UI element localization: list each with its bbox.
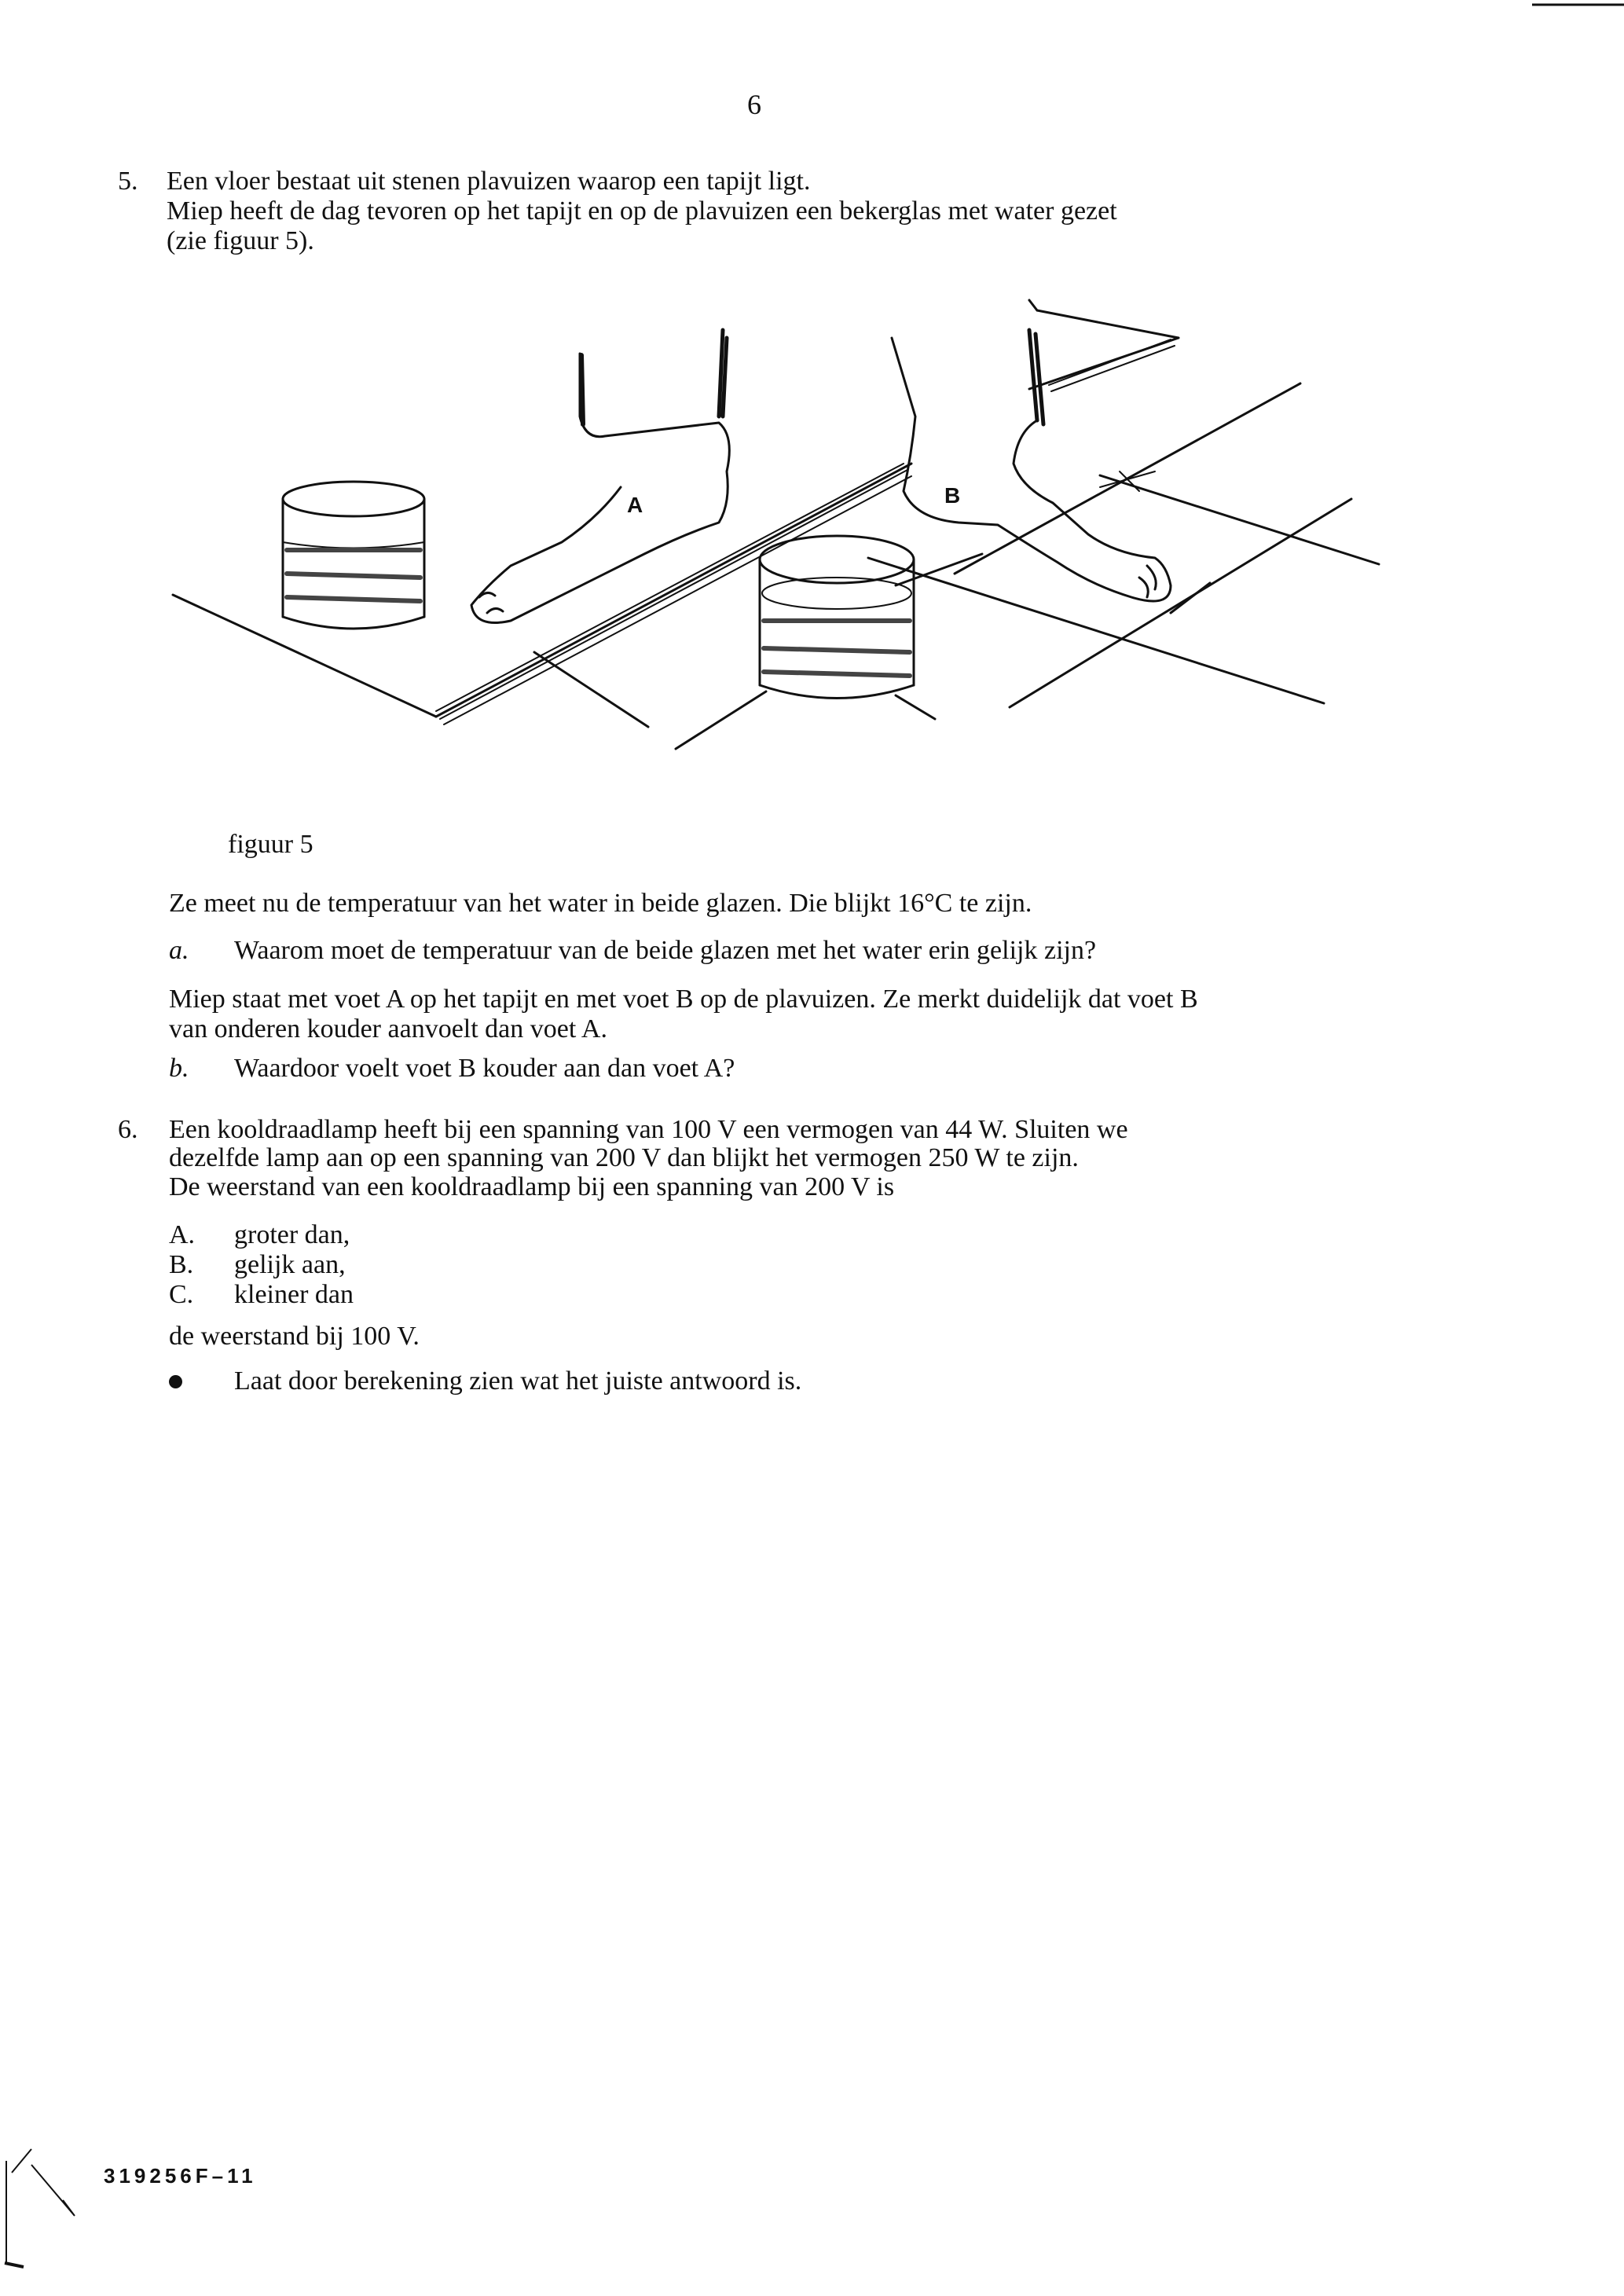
question-5-number: 5. (118, 167, 138, 196)
question-6-number: 6. (118, 1115, 138, 1144)
foot-b-label: B (944, 483, 961, 508)
sub-question-b-label: b. (169, 1054, 189, 1083)
question-5-line-1: Een vloer bestaat uit stenen plavuizen waarop een tapijt ligt. (167, 167, 811, 196)
corner-mark (12, 2149, 75, 2216)
miep-text-line-2: van onderen kouder aanvoelt dan voet A. (169, 1014, 607, 1043)
corner-mark-foot (5, 2263, 24, 2267)
sub-question-a-text: Waarom moet de temperatuur van de beide glazen met het water erin gelijk zijn? (234, 936, 1097, 965)
option-c-text: kleiner dan (234, 1280, 354, 1309)
question-6-line-2: dezelfde lamp aan op een spanning van 200 V dan blijkt het vermogen 250 W te zijn. (169, 1143, 1079, 1172)
sub-question-b-text: Waardoor voelt voet B kouder aan dan voet A? (234, 1054, 735, 1083)
figure-5-caption: figuur 5 (228, 830, 313, 859)
option-a-letter: A. (169, 1220, 196, 1249)
sub-question-a-label: a. (169, 936, 189, 965)
question-5-measure-text: Ze meet nu de temperatuur van het water in beide glazen. Die blijkt 16°C te zijn. (169, 889, 1032, 918)
question-5-line-3: (zie figuur 5). (167, 226, 314, 255)
option-b-letter: B. (169, 1250, 194, 1279)
foot-a-label: A (627, 493, 643, 517)
option-c-letter: C. (169, 1280, 194, 1309)
option-b-text: gelijk aan, (234, 1250, 346, 1279)
question-6-line-1: Een kooldraadlamp heeft bij een spanning van 100 V een vermogen van 44 W. Sluiten we (169, 1115, 1128, 1144)
question-6-line-3: De weerstand van een kooldraadlamp bij een spanning van 200 V is (169, 1172, 895, 1201)
question-5-line-2: Miep heeft de dag tevoren op het tapijt en op de plavuizen een bekerglas met water gezet (167, 196, 1117, 226)
bullet-instruction: Laat door berekening zien wat het juiste antwoord is. (234, 1366, 802, 1396)
miep-text-line-1: Miep staat met voet A op het tapijt en met voet B op de plavuizen. Ze merkt duidelijk dat voet B (169, 985, 1198, 1014)
question-6-closing: de weerstand bij 100 V. (169, 1322, 420, 1351)
page-number: 6 (747, 89, 761, 120)
exam-code: 319256F–11 (104, 2164, 257, 2188)
option-a-text: groter dan, (234, 1220, 350, 1249)
